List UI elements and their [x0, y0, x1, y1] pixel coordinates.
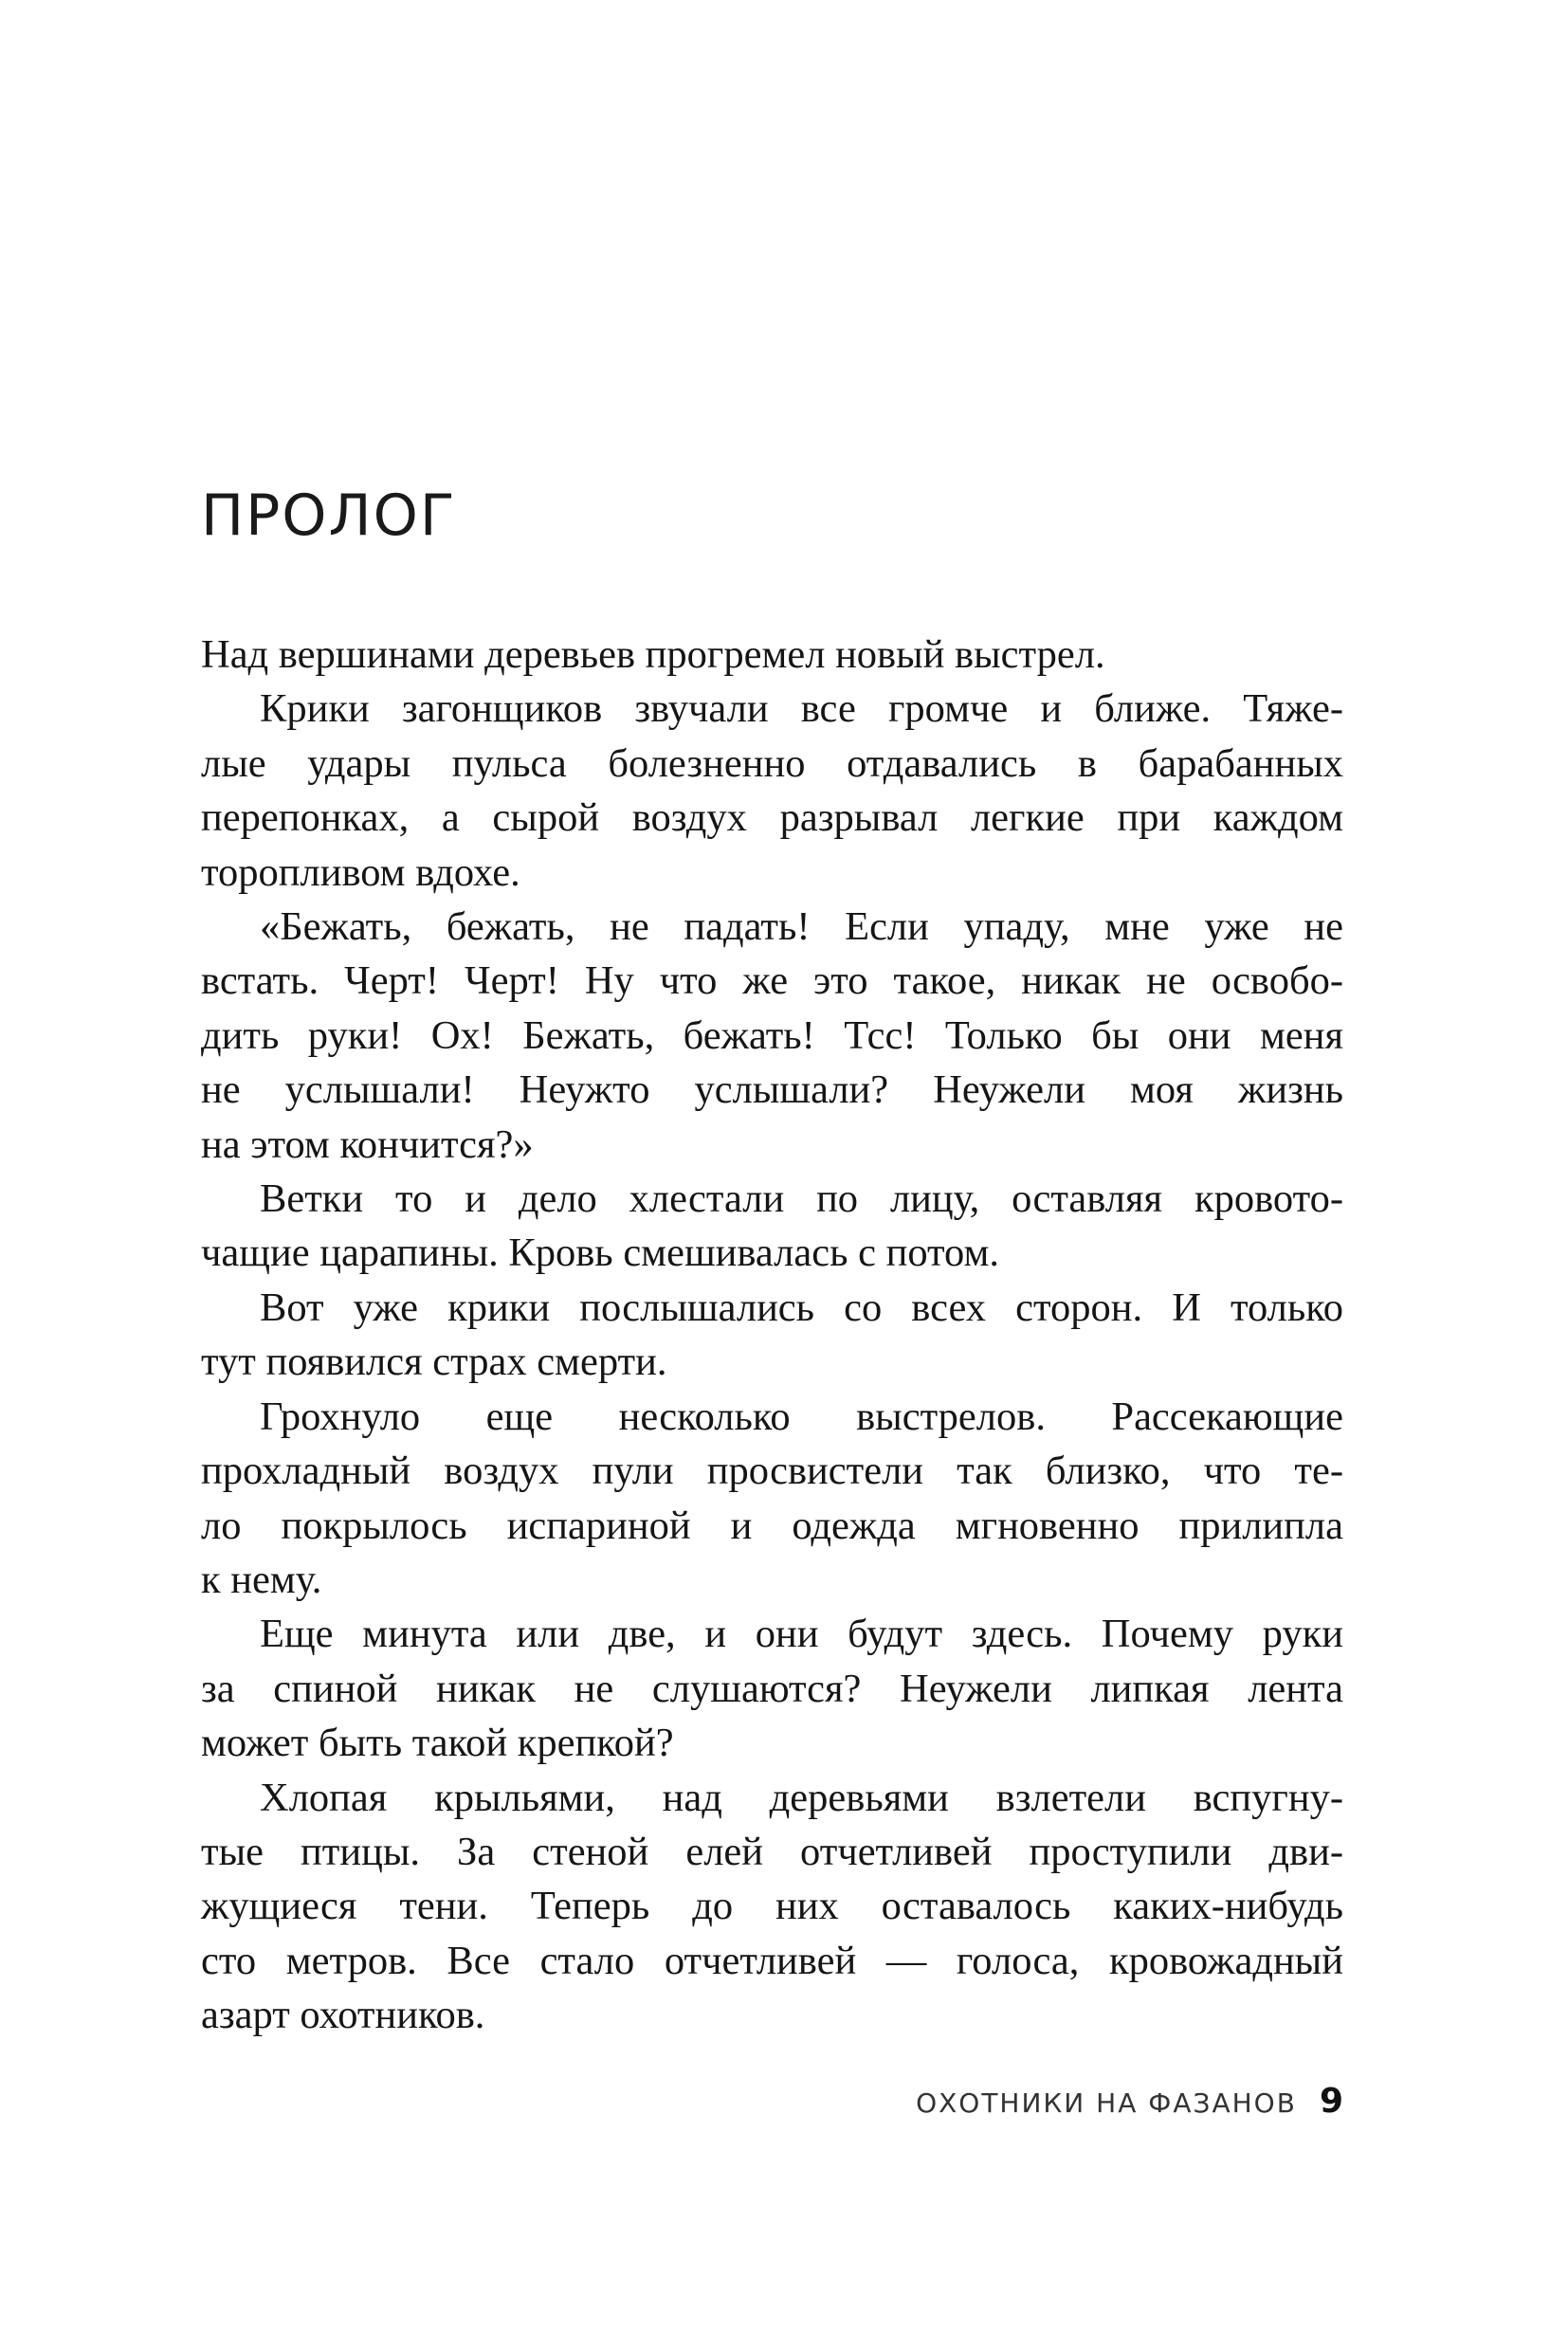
- paragraph: [201, 1172, 1343, 1281]
- text-line: Крики загонщиков звучали все громче и ближе. Тяже-: [260, 686, 1343, 732]
- text-line: к нему.: [201, 1557, 322, 1602]
- text-line: на этом кончится?»: [201, 1121, 534, 1167]
- text-line: перепонках, а сырой воздух разрывал легкие при каждом: [201, 795, 1343, 841]
- running-footer: [664, 2082, 1343, 2129]
- paragraph: [201, 682, 1343, 900]
- text-line: Вот уже крики послышались со всех сторон. И только: [260, 1285, 1343, 1330]
- text-line: ло покрылось испариной и одежда мгновенно прилипла: [201, 1503, 1343, 1548]
- text-line: жущиеся тени. Теперь до них оставалось каких-нибудь: [201, 1884, 1343, 1929]
- text-line: Еще минута или две, и они будут здесь. Почему руки: [260, 1612, 1343, 1657]
- text-line: может быть такой крепкой?: [201, 1721, 674, 1766]
- chapter-title: ПРОЛОГ: [201, 483, 457, 549]
- text-line: не услышали! Неужто услышали? Неужели моя жизнь: [201, 1067, 1343, 1113]
- paragraph: [201, 900, 1343, 1172]
- text-line: лые удары пульса болезненно отдавались в барабанных: [201, 740, 1343, 786]
- text-line: дить руки! Ох! Бежать, бежать! Тсс! Только бы они меня: [201, 1012, 1343, 1058]
- text-line: чащие царапины. Кровь смешивалась с потом.: [201, 1230, 999, 1276]
- text-line: прохладный воздух пули просвистели так близко, что те-: [201, 1449, 1343, 1494]
- text-line: тут появился страх смерти.: [201, 1340, 667, 1385]
- text-line: «Бежать, бежать, не падать! Если упаду, мне уже не: [260, 904, 1343, 950]
- paragraph: [201, 1771, 1343, 2043]
- text-line: Над вершинами деревьев прогремел новый выстрел.: [201, 632, 1105, 677]
- text-line: Грохнуло еще несколько выстрелов. Рассекающие: [260, 1394, 1343, 1439]
- text-line: тые птицы. За стеной елей отчетливей проступили дви-: [201, 1829, 1343, 1874]
- paragraph: [201, 628, 1343, 682]
- running-title: ОХОТНИКИ НА ФАЗАНОВ: [916, 2087, 1297, 2119]
- paragraph: [201, 1607, 1343, 1770]
- page-number: 9: [1319, 2082, 1343, 2121]
- text-line: азарт охотников.: [201, 1993, 485, 2038]
- text-line: за спиной никак не слушаются? Неужели липкая лента: [201, 1666, 1343, 1711]
- text-line: Хлопая крыльями, над деревьями взлетели вспугну-: [260, 1775, 1343, 1820]
- text-line: встать. Черт! Черт! Ну что же это такое, никак не освобо-: [201, 958, 1343, 1004]
- paragraph: [201, 1281, 1343, 1390]
- body-text: [201, 628, 1343, 2043]
- text-line: торопливом вдохе.: [201, 849, 520, 895]
- paragraph: [201, 1390, 1343, 1608]
- text-line: сто метров. Все стало отчетливей — голоса, кровожадный: [201, 1938, 1343, 1983]
- text-line: Ветки то и дело хлестали по лицу, оставляя кровото-: [260, 1176, 1343, 1222]
